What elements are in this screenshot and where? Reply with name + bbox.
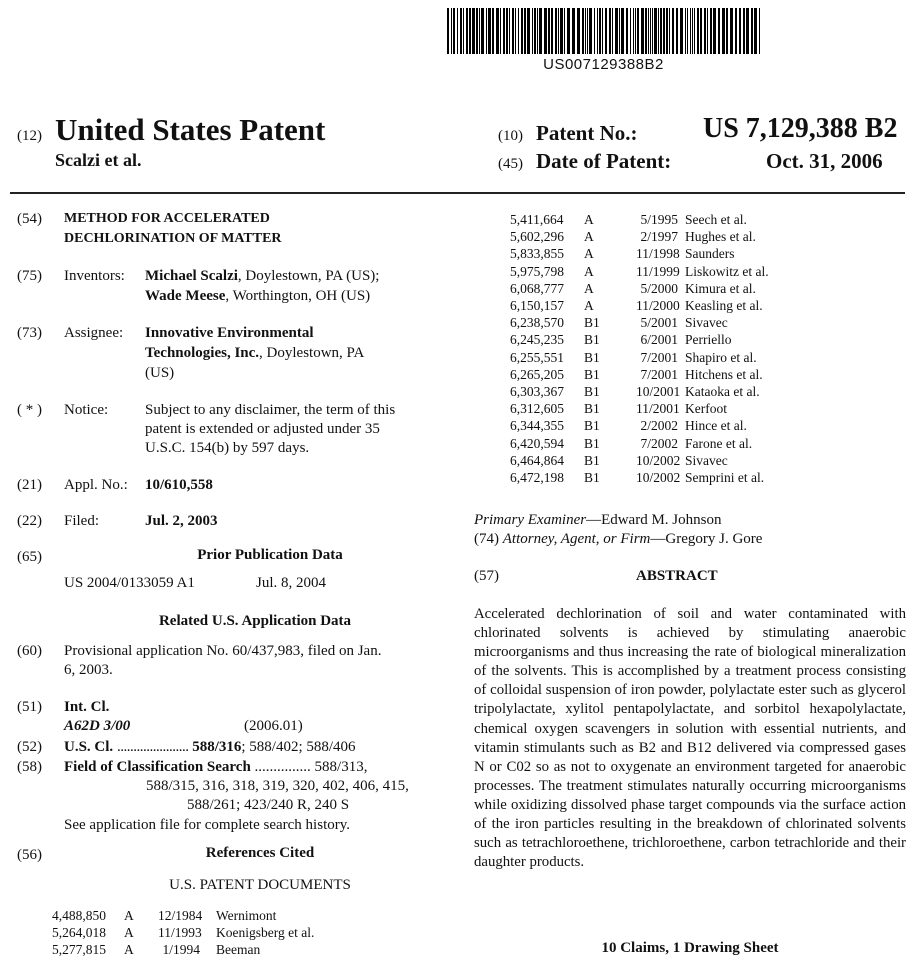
barcode-bar [672,8,674,54]
assignee-line3: (US) [145,365,175,381]
inventors-label: Inventors: [64,268,125,284]
barcode-bar [676,8,678,54]
reference-date: 7/2001 [640,349,678,365]
barcode-bar [515,8,516,54]
barcode-bar [722,8,725,54]
abstract-heading: ABSTRACT [636,568,718,584]
inventor-1: Michael Scalzi, Doylestown, PA (US); [145,268,380,284]
barcode-bar [537,8,538,54]
notice-line2: patent is extended or adjusted under 35 [145,421,380,437]
barcode-bar [704,8,706,54]
barcode-bar [503,8,505,54]
barcode-bar [602,8,603,54]
provisional-line2: 6, 2003. [64,662,113,678]
reference-kind: A [124,925,134,940]
code-58: (58) [17,759,42,775]
notice-line3: U.S.C. 154(b) by 597 days. [145,440,310,456]
reference-kind: A [124,942,134,957]
barcode-bar [751,8,753,54]
notice-label: Notice: [64,402,109,418]
barcode-bar [567,8,570,54]
barcode-bar [548,8,550,54]
barcode-bar [635,8,636,54]
reference-name: Saunders [685,246,735,262]
reference-kind: B1 [584,349,600,365]
barcode-bar [577,8,580,54]
reference-kind: B1 [584,435,600,451]
invention-title-line1: METHOD FOR ACCELERATED [64,211,270,226]
reference-name: Perriello [685,332,732,348]
barcode-bar [564,8,565,54]
appl-no-label: Appl. No.: [64,477,128,493]
barcode-bar [469,8,471,54]
reference-num: 6,068,777 [510,280,564,296]
code-52: (52) [17,739,42,755]
invention-title-line2: DECHLORINATION OF MATTER [64,231,282,246]
reference-num: 5,833,855 [510,246,564,262]
reference-name: Beeman [216,942,261,957]
barcode-bar [619,8,620,54]
reference-date: 10/2002 [636,470,681,485]
barcode-bar [472,8,475,54]
barcode-bar [730,8,733,54]
barcode-bar [466,8,468,54]
reference-date: 10/2002 [636,452,681,468]
barcode-bar [492,8,494,54]
reference-num: 6,464,864 [510,452,564,468]
reference-num: 6,238,570 [510,315,564,331]
barcode-bar [612,8,613,54]
barcode-bar [637,8,639,54]
reference-name: Kataoka et al. [685,384,760,399]
barcode-bar [453,8,455,54]
barcode-bar [496,8,499,54]
reference-name: Farone et al. [685,435,753,451]
barcode-bar [506,8,508,54]
reference-num: 5,277,815 [52,942,106,957]
prior-pub-number: US 2004/0133059 A1 [64,575,195,591]
filed-value: Jul. 2, 2003 [145,513,218,529]
barcode-bar [512,8,514,54]
barcode-bar [524,8,526,54]
reference-num: 6,150,157 [510,298,564,313]
barcode-bar [630,8,631,54]
reference-kind: B1 [584,384,600,399]
barcode-bar [685,8,686,54]
filed-label: Filed: [64,513,100,529]
barcode-bar [692,8,693,54]
code-73: (73) [17,325,42,341]
barcode-bar [451,8,452,54]
code-56: (56) [17,847,42,863]
barcode-bar [739,8,741,54]
prior-pub-heading: Prior Publication Data [197,547,343,563]
barcode-bar [746,8,749,54]
barcode-number: US007129388B2 [543,56,664,73]
barcode-bar [743,8,745,54]
reference-num: 5,602,296 [510,229,564,245]
barcode-bar [707,8,708,54]
barcode-bar [652,8,653,54]
inventor-2: Wade Meese, Worthington, OH (US) [145,288,371,304]
barcode-bar [658,8,659,54]
examiner-line: Primary Examiner—Edward M. Johnson [474,512,722,528]
barcode-bar [539,8,542,54]
reference-date: 11/2001 [636,401,680,417]
reference-kind: A [584,246,594,262]
barcode-bar [479,8,480,54]
barcode-bar [650,8,651,54]
reference-kind: B1 [584,315,600,331]
code-54: (54) [17,211,42,227]
reference-num: 6,265,205 [510,366,564,382]
field-search-line4: See application file for complete search history. [64,817,351,833]
reference-name: Hitchens et al. [685,366,763,382]
reference-date: 7/2002 [640,435,678,451]
patent-date: Oct. 31, 2006 [766,149,883,173]
reference-num: 4,488,850 [52,908,106,923]
authors: Scalzi et al. [55,150,142,170]
barcode-bar [460,8,462,54]
patent-no-label: Patent No.: [536,121,638,145]
code-57: (57) [474,568,499,584]
barcode-bar [597,8,598,54]
reference-date: 5/2000 [640,280,678,296]
reference-date: 11/1993 [158,925,202,940]
barcode-image [447,8,760,54]
barcode-bar [585,8,586,54]
barcode-bar [500,8,501,54]
reference-name: Wernimont [216,908,277,923]
barcode-bar [641,8,644,54]
reference-name: Shapiro et al. [685,349,757,365]
barcode-bar [582,8,584,54]
barcode-bar [626,8,628,54]
reference-name: Sivavec [685,315,728,331]
related-heading: Related U.S. Application Data [158,613,352,629]
barcode-bar [544,8,547,54]
barcode-bar [700,8,702,54]
barcode-bar [615,8,618,54]
reference-kind: A [584,280,594,296]
barcode-bar [587,8,588,54]
assignee-label: Assignee: [64,325,124,341]
barcode-bar [710,8,712,54]
reference-name: Keasling et al. [685,298,763,313]
patent-type-title: United States Patent [55,112,326,147]
reference-num: 5,975,798 [510,263,564,279]
code-12: (12) [17,128,42,144]
field-search-line1: Field of Classification Search ............... 588/313, [64,759,368,775]
reference-date: 6/2001 [640,332,678,348]
reference-num: 6,344,355 [510,418,564,434]
code-21: (21) [17,477,42,493]
barcode-bar [633,8,634,54]
code-10: (10) [498,128,523,144]
barcode-bar [663,8,665,54]
reference-kind: B1 [584,452,600,468]
reference-name: Hince et al. [685,418,747,434]
reference-date: 2/2002 [640,418,678,434]
int-cl-year: (2006.01) [244,718,303,734]
reference-kind: B1 [584,332,600,348]
barcode-bar [527,8,530,54]
code-22: (22) [17,513,42,529]
barcode-bar [718,8,720,54]
reference-num: 6,472,198 [510,470,564,485]
reference-name: Semprini et al. [685,470,765,485]
barcode-bar [735,8,737,54]
reference-date: 2/1997 [640,229,678,245]
barcode-bar [754,8,757,54]
reference-date: 10/2001 [636,384,681,399]
reference-kind: A [584,298,594,313]
barcode-bar [457,8,458,54]
barcode-bar [594,8,595,54]
us-patent-docs-heading: U.S. PATENT DOCUMENTS [169,877,351,893]
barcode-bar [669,8,670,54]
reference-kind: A [584,229,594,245]
reference-name: Kerfoot [685,401,727,417]
reference-date: 5/2001 [640,315,678,331]
reference-name: Koenigsberg et al. [216,925,315,940]
claims-summary: 10 Claims, 1 Drawing Sheet [601,940,779,956]
appl-no-value: 10/610,558 [145,477,213,493]
reference-kind: B1 [584,470,600,485]
barcode-bar [660,8,662,54]
int-cl-label: Int. Cl. [64,699,110,715]
code-60: (60) [17,643,42,659]
reference-num: 6,255,551 [510,349,564,365]
field-search-line2: 588/315, 316, 318, 319, 320, 402, 406, 415, [146,778,409,794]
barcode-bar [509,8,510,54]
barcode-bar [572,8,575,54]
barcode-bar [534,8,536,54]
reference-name: Seech et al. [685,212,747,227]
reference-num: 6,303,367 [510,384,564,399]
reference-name: Liskowitz et al. [685,263,769,279]
reference-date: 11/2000 [636,298,680,313]
barcode-bar [680,8,683,54]
assignee-line2: Technologies, Inc., Doylestown, PA [145,345,365,361]
reference-name: Kimura et al. [685,280,756,296]
barcode-bar [697,8,699,54]
header-rule [10,192,905,194]
reference-num: 6,420,594 [510,435,564,451]
us-cl-line: U.S. Cl. ...................... 588/316; 588/402; 588/406 [64,739,356,755]
barcode-bar [726,8,728,54]
reference-date: 1/1994 [162,942,200,957]
barcode-bar [486,8,487,54]
reference-name: Sivavec [685,452,728,468]
barcode-bar [609,8,611,54]
barcode-bar [621,8,624,54]
reference-num: 5,264,018 [52,925,106,940]
reference-kind: A [584,212,594,227]
barcode-bar [476,8,478,54]
reference-kind: B1 [584,401,600,417]
barcode-bar [645,8,647,54]
barcode-bar [463,8,464,54]
reference-num: 6,312,605 [510,401,564,417]
date-label: Date of Patent: [536,149,672,173]
code-75: (75) [17,268,42,284]
reference-kind: B1 [584,366,600,382]
reference-kind: B1 [584,418,600,434]
attorney-line: (74) Attorney, Agent, or Firm—Gregory J. Gore [474,531,763,547]
barcode-bar [666,8,668,54]
code-65: (65) [17,549,42,565]
provisional-line1: Provisional application No. 60/437,983, filed on Jan. [64,643,382,659]
barcode-bar [648,8,649,54]
barcode-bar [481,8,484,54]
reference-date: 12/1984 [158,908,203,923]
reference-num: 5,411,664 [510,212,564,227]
reference-date: 7/2001 [640,366,678,382]
barcode-bar [599,8,601,54]
barcode-bar [687,8,688,54]
barcode-bar [532,8,533,54]
barcode-bar [654,8,657,54]
reference-kind: A [584,263,594,279]
reference-date: 5/1995 [640,212,678,227]
barcode-bar [521,8,523,54]
barcode-bar [560,8,563,54]
reference-name: Hughes et al. [685,229,756,245]
abstract-text: Accelerated dechlorination of soil and water contaminated with chlorinated solvents is achieved by stimulating anaerobic microorganisms and thus increasing the rate of biological mineralization of the solvents. This is accomplished by a treatment process consisting of colloidal suspension of iron powder, polylactate ester such as glycerol tripolylactate, xylitol pentapolylactate, and sorbitol hexapolylactate, chemical oxygen scavengers in solution with essential nutrients, and vitamin stimulants such as B2 and B12 delivered via compressed gases N or C02 so as not to oxygenate an environment targeted for anaerobic processes. The treatment stimulates naturally occurring microorganisms while oxidizing dissolved phase target compounds via the surface action of the iron particles resulting in the breakdown of chlorinated solvents such as tetrachloroethene, trichloroethene, carbon tetrachloride and their daughter products. [474,606,906,871]
code-51: (51) [17,699,42,715]
code-notice: ( * ) [17,402,42,418]
barcode-bar [605,8,607,54]
prior-pub-date: Jul. 8, 2004 [256,575,327,591]
barcode-bar [558,8,559,54]
barcode-bar [589,8,592,54]
field-search-line3: 588/261; 423/240 R, 240 S [187,797,350,813]
reference-date: 11/1999 [636,263,680,279]
barcode-bar [694,8,695,54]
reference-kind: A [124,908,134,923]
patent-number: US 7,129,388 B2 [703,113,898,144]
notice-line1: Subject to any disclaimer, the term of this [145,402,396,418]
barcode-bar [555,8,557,54]
barcode-bar [713,8,716,54]
barcode-bar [488,8,491,54]
barcode-bar [690,8,691,54]
references-heading: References Cited [205,845,315,861]
reference-num: 6,245,235 [510,332,564,348]
barcode-bar [518,8,519,54]
code-45: (45) [498,156,523,172]
int-cl-class: A62D 3/00 [64,718,131,734]
barcode-bar [447,8,449,54]
barcode-bar [551,8,553,54]
barcode-bar [759,8,760,54]
assignee-line1: Innovative Environmental [145,325,314,341]
reference-date: 11/1998 [636,246,680,262]
